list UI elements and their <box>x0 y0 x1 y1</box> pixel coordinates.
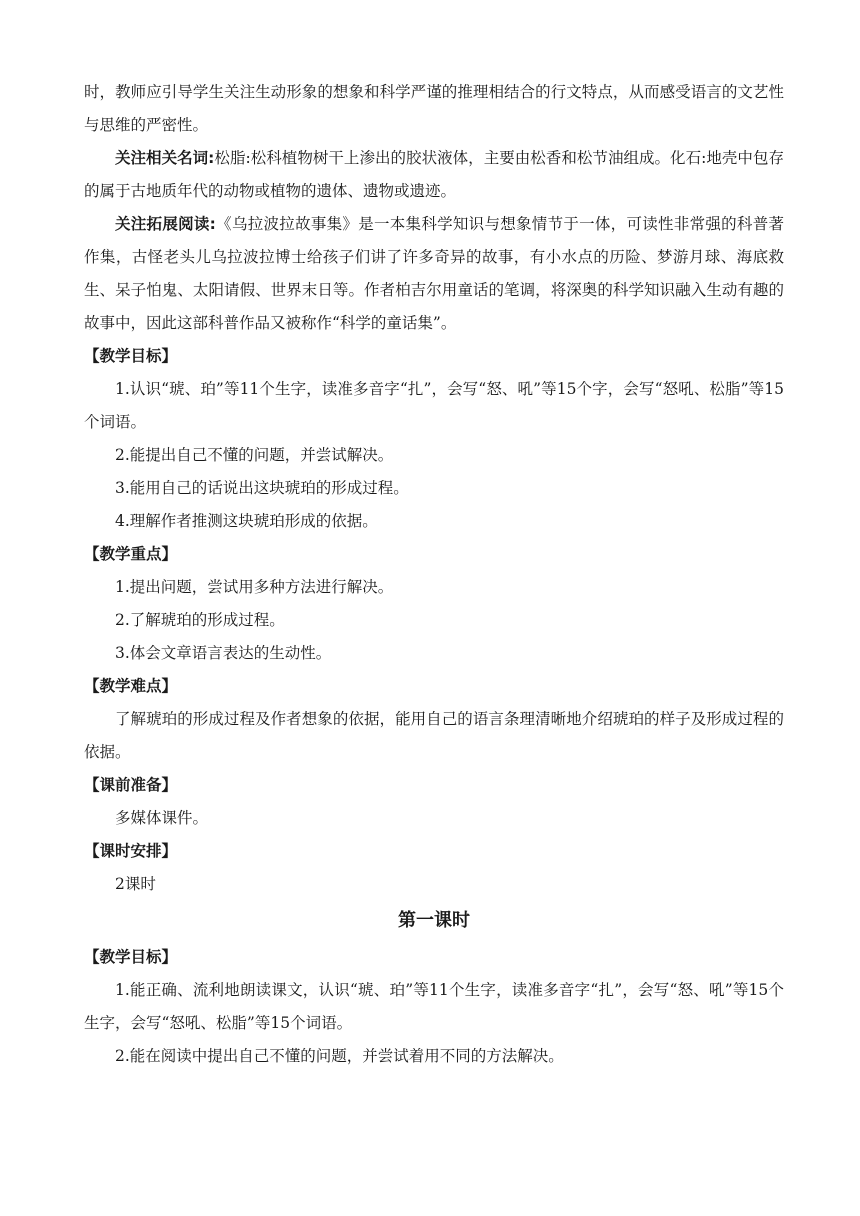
objective-item: 1.认识“琥、珀”等11个生字，读准多音字“扎”，会写“怒、吼”等15个字，会写“怒吼、松脂”等15个词语。 <box>84 380 784 431</box>
schedule-text: 2课时 <box>115 875 156 893</box>
objectives-heading: 【教学目标】 <box>84 347 178 365</box>
related-terms-text: 松脂:松科植物树干上渗出的胶状液体，主要由松香和松节油组成。化石:地壳中包存的属于古地质年代的动物或植物的遗体、遗物或遗迹。 <box>84 149 784 200</box>
lesson1-objective-item: 2.能在阅读中提出自己不懂的问题，并尝试着用不同的方法解决。 <box>115 1047 564 1065</box>
page-content <box>84 76 784 1073</box>
objective-item: 3.能用自己的话说出这块琥珀的形成过程。 <box>115 479 409 497</box>
difficulties-heading: 【教学难点】 <box>84 677 178 695</box>
key-point-item: 1.提出问题，尝试用多种方法进行解决。 <box>115 578 394 596</box>
related-terms-label: 关注相关名词: <box>115 149 215 167</box>
extended-reading-label: 关注拓展阅读: <box>115 215 216 233</box>
key-point-item: 3.体会文章语言表达的生动性。 <box>115 644 332 662</box>
lesson1-title: 第一课时 <box>398 910 470 931</box>
lesson1-objective-item: 1.能正确、流利地朗读课文，认识“琥、珀”等11个生字，读准多音字“扎”，会写“怒、吼”等15个生字，会写“怒吼、松脂”等15个词语。 <box>84 981 784 1032</box>
difficulties-text: 了解琥珀的形成过程及作者想象的依据，能用自己的语言条理清晰地介绍琥珀的样子及形成过程的依据。 <box>84 710 784 761</box>
preparation-heading: 【课前准备】 <box>84 776 178 794</box>
objective-item: 4.理解作者推测这块琥珀形成的依据。 <box>115 512 378 530</box>
objective-item: 2.能提出自己不懂的问题，并尝试解决。 <box>115 446 394 464</box>
related-terms-paragraph <box>84 142 784 208</box>
lesson1-objectives-heading: 【教学目标】 <box>84 948 178 966</box>
intro-continuation: 时，教师应引导学生关注生动形象的想象和科学严谨的推理相结合的行文特点，从而感受语言的文艺性与思维的严密性。 <box>84 83 784 134</box>
extended-reading-text: 《乌拉波拉故事集》是一本集科学知识与想象情节于一体，可读性非常强的科普著作集，古怪老头儿乌拉波拉博士给孩子们讲了许多奇异的故事，有小水点的历险、梦游月球、海底救生、呆子怕鬼、太阳请假、世界末日等。作者柏吉尔用童话的笔调，将深奥的科学知识融入生动有趣的故事中，因此这部科普作品又被称作“科学的童话集”。 <box>84 215 784 332</box>
schedule-heading: 【课时安排】 <box>84 842 178 860</box>
preparation-text: 多媒体课件。 <box>115 809 209 827</box>
key-points-heading: 【教学重点】 <box>84 545 178 563</box>
key-point-item: 2.了解琥珀的形成过程。 <box>115 611 285 629</box>
extended-reading-paragraph <box>84 208 784 340</box>
